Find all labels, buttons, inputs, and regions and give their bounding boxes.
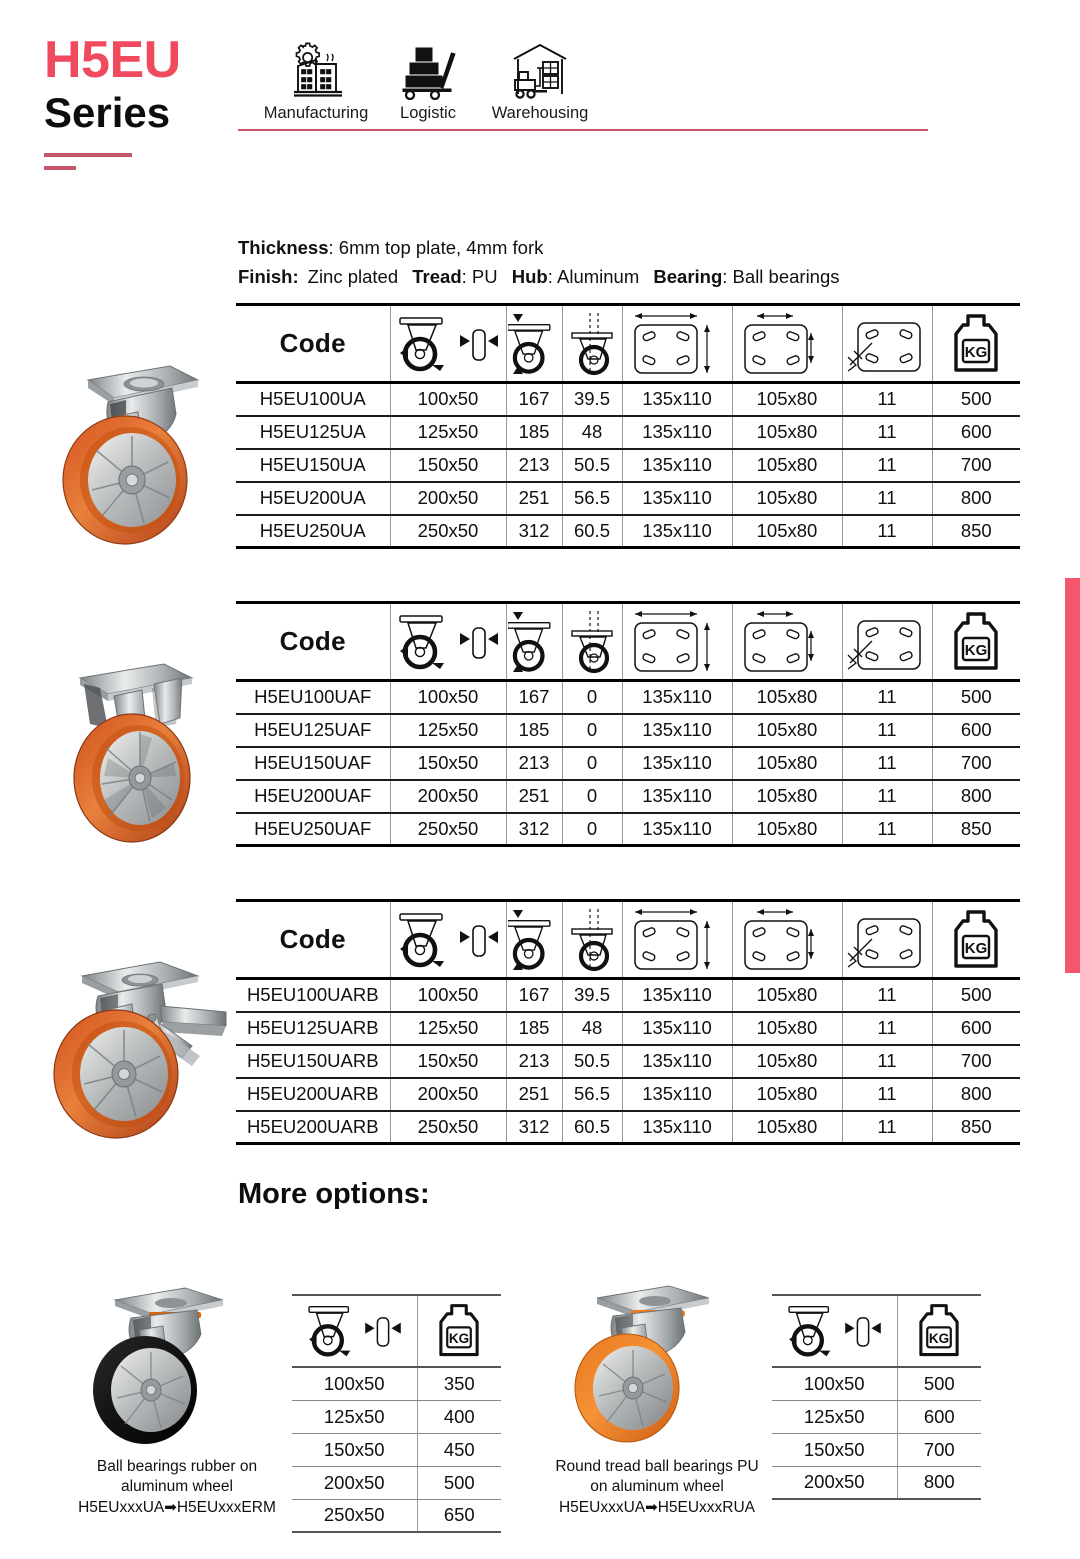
spec-thickness-label: Thickness	[238, 237, 329, 258]
column-header-bolt-spacing	[732, 901, 842, 979]
cell-code: H5EU200UA	[236, 482, 390, 515]
cell-bolt: 105x80	[732, 780, 842, 813]
table-row	[236, 813, 1020, 846]
cell-code: H5EU150UAF	[236, 747, 390, 780]
cell-kg: 600	[932, 416, 1020, 449]
cell-plate: 135x110	[622, 1111, 732, 1144]
cell-height: 185	[506, 1012, 562, 1045]
column-header-hole-diameter	[842, 901, 932, 979]
cell-plate: 135x110	[622, 714, 732, 747]
cell-bolt: 105x80	[732, 1045, 842, 1078]
cell-code: H5EU100UARB	[236, 979, 390, 1012]
option-photo-block	[62, 1282, 292, 1518]
spec-thickness	[238, 234, 1020, 263]
cell-plate: 135x110	[622, 780, 732, 813]
cell-wheel: 100x50	[390, 681, 506, 714]
cell-kg: 600	[897, 1400, 981, 1433]
column-header-swivel-offset	[562, 603, 622, 681]
column-header-swivel-offset	[562, 305, 622, 383]
wheel-diameter-width-icon	[772, 1296, 897, 1366]
cell-wheel: 200x50	[390, 1078, 506, 1111]
cell-plate: 135x110	[622, 747, 732, 780]
load-capacity-kg-icon	[418, 1296, 502, 1366]
cell-wheel: 125x50	[772, 1400, 897, 1433]
bolt-hole-spacing-icon	[733, 604, 842, 679]
cell-wheel: 200x50	[292, 1466, 417, 1499]
cell-kg: 500	[897, 1367, 981, 1400]
cell-code: H5EU200UARB	[236, 1111, 390, 1144]
cell-wheel: 200x50	[390, 482, 506, 515]
cell-code: H5EU100UAF	[236, 681, 390, 714]
bolt-hole-spacing-icon	[733, 306, 842, 381]
column-header-code: Code	[236, 603, 390, 681]
column-header-load-capacity	[932, 305, 1020, 383]
table-row	[236, 1078, 1020, 1111]
table-row	[772, 1466, 981, 1499]
cell-bolt: 105x80	[732, 383, 842, 416]
table-row	[236, 482, 1020, 515]
cell-kg: 500	[932, 383, 1020, 416]
segment-logistic	[372, 38, 484, 123]
cell-height: 312	[506, 813, 562, 846]
table-header-row	[236, 305, 1020, 383]
table-row	[236, 1045, 1020, 1078]
cell-offset: 56.5	[562, 482, 622, 515]
column-header-bolt-spacing	[732, 603, 842, 681]
cell-height: 213	[506, 747, 562, 780]
cell-code: H5EU100UA	[236, 383, 390, 416]
table-body	[292, 1367, 501, 1532]
load-capacity-kg-icon	[933, 306, 1021, 381]
table-header-row	[236, 603, 1020, 681]
column-header-plate-size	[622, 603, 732, 681]
cell-wheel: 100x50	[390, 979, 506, 1012]
cell-plate: 135x110	[622, 515, 732, 548]
cell-hole: 11	[842, 416, 932, 449]
spec-thickness-value: : 6mm top plate, 4mm fork	[328, 237, 544, 258]
segment-manufacturing	[260, 38, 372, 123]
cell-code: H5EU250UAF	[236, 813, 390, 846]
cell-kg: 500	[932, 979, 1020, 1012]
swivel-castor-photo	[52, 358, 224, 559]
more-options-title: More options:	[238, 1178, 430, 1210]
column-header-plate-size	[622, 901, 732, 979]
application-segments	[260, 38, 596, 123]
cell-kg: 700	[932, 449, 1020, 482]
cell-wheel: 200x50	[772, 1466, 897, 1499]
cell-hole: 11	[842, 714, 932, 747]
cell-height: 312	[506, 1111, 562, 1144]
spec-tread-label: Tread	[412, 265, 462, 287]
option-caption	[542, 1457, 772, 1518]
column-header-bolt-spacing	[732, 305, 842, 383]
table-body	[236, 383, 1020, 548]
svg-text:KG: KG	[449, 1330, 470, 1346]
cell-offset: 39.5	[562, 383, 622, 416]
cell-kg: 800	[932, 1078, 1020, 1111]
cell-bolt: 105x80	[732, 416, 842, 449]
cell-wheel: 100x50	[772, 1367, 897, 1400]
wheel-diameter-width-icon	[391, 604, 506, 679]
cell-code: H5EU200UARB	[236, 1078, 390, 1111]
forklift-warehouse-icon	[484, 38, 596, 100]
cell-height: 213	[506, 449, 562, 482]
cell-wheel: 100x50	[292, 1367, 417, 1400]
table-header-row	[772, 1295, 981, 1367]
cell-hole: 11	[842, 747, 932, 780]
table-header-row	[236, 901, 1020, 979]
cell-offset: 60.5	[562, 515, 622, 548]
svg-text:KG: KG	[965, 343, 988, 361]
swivel-offset-icon	[563, 306, 622, 381]
segment-warehousing	[484, 38, 596, 123]
swivel-offset-icon	[563, 604, 622, 679]
column-header-wheel-size	[390, 603, 506, 681]
fixed-castor-table	[236, 601, 1020, 847]
arrow-right-icon: ➡	[164, 1498, 177, 1516]
top-plate-size-icon	[623, 604, 732, 679]
table-body	[236, 681, 1020, 846]
overall-height-icon	[507, 604, 562, 679]
page-subtitle: Series	[44, 89, 171, 137]
cell-offset: 0	[562, 780, 622, 813]
cell-hole: 11	[842, 813, 932, 846]
cell-height: 167	[506, 979, 562, 1012]
table-row	[236, 1012, 1020, 1045]
cell-code: H5EU250UA	[236, 515, 390, 548]
cell-wheel: 250x50	[390, 813, 506, 846]
table-row	[236, 747, 1020, 780]
spec-hub-value: : Aluminum	[547, 265, 640, 287]
page-title: H5EU	[44, 31, 181, 89]
cell-kg: 700	[932, 747, 1020, 780]
table-row	[292, 1499, 501, 1532]
swivel-offset-icon	[563, 902, 622, 977]
column-header-overall-height	[506, 603, 562, 681]
arrow-right-icon: ➡	[645, 1498, 658, 1516]
column-header-code: Code	[236, 901, 390, 979]
column-header-hole-diameter	[842, 305, 932, 383]
table-row	[236, 515, 1020, 548]
cell-offset: 50.5	[562, 1045, 622, 1078]
option-caption-line1: Round tread ball bearings PU	[555, 1458, 759, 1475]
cell-height: 185	[506, 416, 562, 449]
cell-wheel: 125x50	[390, 416, 506, 449]
segment-label: Manufacturing	[263, 104, 369, 122]
top-plate-size-icon	[623, 902, 732, 977]
cell-hole: 11	[842, 681, 932, 714]
fixed-castor-photo	[56, 658, 224, 859]
cell-offset: 0	[562, 813, 622, 846]
cell-wheel: 150x50	[772, 1433, 897, 1466]
cell-wheel: 200x50	[390, 780, 506, 813]
cell-hole: 11	[842, 979, 932, 1012]
wheel-diameter-width-icon	[391, 306, 506, 381]
table-row	[292, 1400, 501, 1433]
cell-kg: 350	[417, 1367, 501, 1400]
rubber-on-aluminum-option	[62, 1282, 502, 1533]
svg-text:KG: KG	[965, 939, 988, 957]
cell-kg: 700	[897, 1433, 981, 1466]
cell-bolt: 105x80	[732, 1111, 842, 1144]
cell-bolt: 105x80	[732, 482, 842, 515]
bolt-hole-diameter-icon	[843, 306, 932, 381]
column-header-wheel-size	[772, 1295, 897, 1367]
cell-plate: 135x110	[622, 813, 732, 846]
braked-swivel-castor-table	[236, 899, 1020, 1145]
table-row	[292, 1367, 501, 1400]
braked-swivel-castor-photo	[40, 950, 236, 1155]
cell-height: 213	[506, 1045, 562, 1078]
table-row	[236, 1111, 1020, 1144]
cell-hole: 11	[842, 515, 932, 548]
cell-kg: 850	[932, 1111, 1020, 1144]
cell-code: H5EU125UARB	[236, 1012, 390, 1045]
cell-wheel: 150x50	[292, 1433, 417, 1466]
cell-hole: 11	[842, 1012, 932, 1045]
cell-plate: 135x110	[622, 383, 732, 416]
bolt-hole-diameter-icon	[843, 902, 932, 977]
option-spec-table	[772, 1294, 981, 1500]
column-header-wheel-size	[292, 1295, 417, 1367]
cell-hole: 11	[842, 780, 932, 813]
specification-block	[238, 234, 1020, 291]
cell-height: 167	[506, 383, 562, 416]
cell-wheel: 125x50	[292, 1400, 417, 1433]
cell-kg: 700	[932, 1045, 1020, 1078]
brand-rule-short	[44, 166, 76, 170]
cell-code: H5EU125UA	[236, 416, 390, 449]
table-row	[236, 979, 1020, 1012]
load-capacity-kg-icon	[933, 604, 1021, 679]
cell-offset: 0	[562, 681, 622, 714]
spec-materials	[238, 263, 1020, 292]
cell-bolt: 105x80	[732, 979, 842, 1012]
cell-height: 167	[506, 681, 562, 714]
cell-bolt: 105x80	[732, 747, 842, 780]
option-code-to: H5EUxxxRUA	[657, 1498, 756, 1516]
table-header-row	[292, 1295, 501, 1367]
cell-offset: 0	[562, 747, 622, 780]
cell-kg: 600	[932, 714, 1020, 747]
cell-bolt: 105x80	[732, 813, 842, 846]
cell-height: 251	[506, 780, 562, 813]
cell-kg: 450	[417, 1433, 501, 1466]
table-row	[292, 1466, 501, 1499]
wheel-diameter-width-icon	[391, 902, 506, 977]
option-spec-table	[292, 1294, 501, 1533]
header-divider	[238, 129, 928, 131]
table-body	[772, 1367, 981, 1499]
spec-finish-value: Zinc plated	[307, 265, 399, 287]
table-row	[292, 1433, 501, 1466]
svg-text:KG: KG	[929, 1330, 950, 1346]
spec-bearing-label: Bearing	[653, 265, 723, 287]
cell-kg: 800	[932, 780, 1020, 813]
cell-wheel: 150x50	[390, 1045, 506, 1078]
option-code-to: H5EUxxxERM	[176, 1498, 276, 1516]
svg-text:KG: KG	[965, 641, 988, 659]
cell-wheel: 150x50	[390, 747, 506, 780]
overall-height-icon	[507, 902, 562, 977]
cell-kg: 800	[932, 482, 1020, 515]
option-code-from: H5EUxxxUA	[558, 1498, 646, 1516]
cell-kg: 850	[932, 813, 1020, 846]
cell-bolt: 105x80	[732, 515, 842, 548]
column-header-plate-size	[622, 305, 732, 383]
cell-plate: 135x110	[622, 681, 732, 714]
table-row	[772, 1433, 981, 1466]
cell-code: H5EU150UARB	[236, 1045, 390, 1078]
bolt-hole-diameter-icon	[843, 604, 932, 679]
table-row	[236, 449, 1020, 482]
cell-hole: 11	[842, 383, 932, 416]
cell-plate: 135x110	[622, 979, 732, 1012]
cell-kg: 600	[932, 1012, 1020, 1045]
table-row	[236, 714, 1020, 747]
table-body	[236, 979, 1020, 1144]
column-header-load-capacity	[932, 603, 1020, 681]
factory-gear-icon	[260, 38, 372, 100]
option-caption-line2: aluminum wheel	[121, 1478, 233, 1496]
cell-plate: 135x110	[622, 1012, 732, 1045]
column-header-swivel-offset	[562, 901, 622, 979]
cell-wheel: 250x50	[390, 1111, 506, 1144]
cell-bolt: 105x80	[732, 681, 842, 714]
wheel-diameter-width-icon	[292, 1296, 417, 1366]
cell-bolt: 105x80	[732, 1012, 842, 1045]
column-header-overall-height	[506, 305, 562, 383]
spec-bearing-value: : Ball bearings	[722, 265, 840, 287]
cell-offset: 39.5	[562, 979, 622, 1012]
bolt-hole-spacing-icon	[733, 902, 842, 977]
spec-finish-label: Finish:	[238, 265, 299, 287]
cell-height: 251	[506, 1078, 562, 1111]
cell-offset: 60.5	[562, 1111, 622, 1144]
cell-bolt: 105x80	[732, 1078, 842, 1111]
column-header-overall-height	[506, 901, 562, 979]
load-capacity-kg-icon	[933, 902, 1021, 977]
cell-offset: 48	[562, 416, 622, 449]
cell-wheel: 250x50	[390, 515, 506, 548]
cell-wheel: 250x50	[292, 1499, 417, 1532]
cell-kg: 500	[417, 1466, 501, 1499]
cell-kg: 500	[932, 681, 1020, 714]
cell-height: 251	[506, 482, 562, 515]
page-header	[0, 0, 1080, 200]
hand-truck-icon	[372, 38, 484, 100]
cell-wheel: 150x50	[390, 449, 506, 482]
segment-label: Warehousing	[491, 104, 589, 122]
table-row	[236, 681, 1020, 714]
cell-offset: 48	[562, 1012, 622, 1045]
segment-label: Logistic	[400, 104, 456, 122]
cell-hole: 11	[842, 1045, 932, 1078]
cell-kg: 850	[932, 515, 1020, 548]
table-row	[236, 780, 1020, 813]
spec-tread-value: : PU	[461, 265, 498, 287]
spec-hub-label: Hub	[511, 265, 548, 287]
load-capacity-kg-icon	[898, 1296, 982, 1366]
column-header-load-capacity	[417, 1295, 501, 1367]
column-header-load-capacity	[932, 901, 1020, 979]
table-row	[236, 416, 1020, 449]
cell-plate: 135x110	[622, 482, 732, 515]
top-plate-size-icon	[623, 306, 732, 381]
cell-bolt: 105x80	[732, 449, 842, 482]
column-header-load-capacity	[897, 1295, 981, 1367]
cell-hole: 11	[842, 1078, 932, 1111]
cell-kg: 400	[417, 1400, 501, 1433]
option-code-from: H5EUxxxUA	[78, 1498, 165, 1516]
table-row	[236, 383, 1020, 416]
cell-code: H5EU125UAF	[236, 714, 390, 747]
cell-offset: 50.5	[562, 449, 622, 482]
cell-wheel: 100x50	[390, 383, 506, 416]
cell-hole: 11	[842, 449, 932, 482]
cell-kg: 800	[897, 1466, 981, 1499]
column-header-wheel-size	[390, 901, 506, 979]
cell-kg: 650	[417, 1499, 501, 1532]
cell-height: 312	[506, 515, 562, 548]
column-header-wheel-size	[390, 305, 506, 383]
cell-offset: 56.5	[562, 1078, 622, 1111]
swivel-castor-table	[236, 303, 1020, 549]
overall-height-icon	[507, 306, 562, 381]
option-caption-line2: on aluminum wheel	[590, 1478, 724, 1496]
cell-plate: 135x110	[622, 449, 732, 482]
table-row	[772, 1367, 981, 1400]
cell-wheel: 125x50	[390, 1012, 506, 1045]
cell-plate: 135x110	[622, 416, 732, 449]
brand-block	[44, 31, 244, 170]
cell-bolt: 105x80	[732, 714, 842, 747]
swivel-castor-round-tread-pu-photo	[557, 1282, 757, 1450]
page-edge-tab	[1065, 578, 1080, 973]
cell-hole: 11	[842, 482, 932, 515]
column-header-hole-diameter	[842, 603, 932, 681]
option-caption-line1: Ball bearings rubber on	[96, 1458, 258, 1475]
cell-plate: 135x110	[622, 1078, 732, 1111]
round-tread-pu-option	[542, 1282, 1002, 1518]
cell-height: 185	[506, 714, 562, 747]
cell-code: H5EU200UAF	[236, 780, 390, 813]
option-caption	[62, 1457, 292, 1518]
cell-plate: 135x110	[622, 1045, 732, 1078]
cell-wheel: 125x50	[390, 714, 506, 747]
option-photo-block	[542, 1282, 772, 1518]
cell-offset: 0	[562, 714, 622, 747]
brand-rule-long	[44, 153, 132, 157]
table-row	[772, 1400, 981, 1433]
cell-hole: 11	[842, 1111, 932, 1144]
swivel-castor-black-rubber-photo	[77, 1282, 277, 1450]
cell-code: H5EU150UA	[236, 449, 390, 482]
column-header-code: Code	[236, 305, 390, 383]
